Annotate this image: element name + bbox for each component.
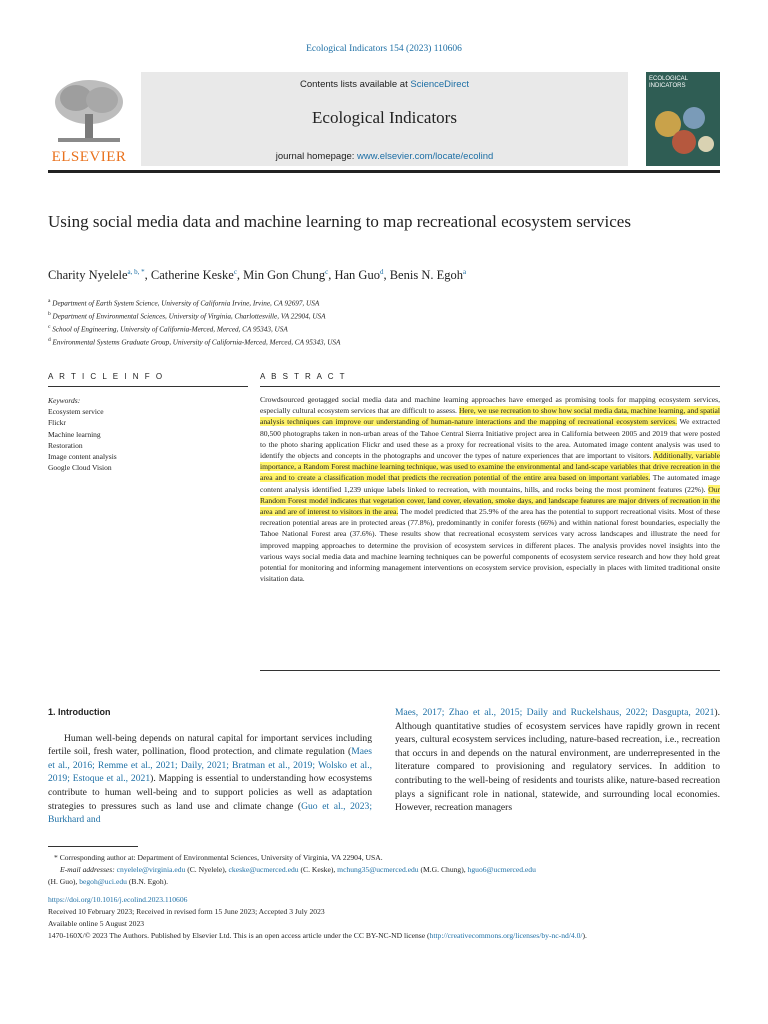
keyword: Flickr: [48, 418, 66, 428]
journal-reference[interactable]: Ecological Indicators 154 (2023) 110606: [306, 44, 462, 54]
doi-link[interactable]: https://doi.org/10.1016/j.ecolind.2023.110606: [48, 895, 188, 904]
intro-left-column: [48, 706, 372, 827]
abstract-rule: [260, 386, 720, 387]
email-label: E-mail addresses:: [60, 865, 115, 874]
email-link[interactable]: begoh@uci.edu: [79, 877, 127, 886]
affiliation-sup: b: [48, 310, 51, 317]
email-link[interactable]: hguo6@ucmerced.edu: [467, 865, 536, 874]
journal-cover-image: [646, 72, 720, 166]
article-info-rule: [48, 386, 248, 387]
article-info-heading: A R T I C L E I N F O: [48, 372, 165, 381]
author-list: Charity Nyelele$^{a, b, *}$, Catherine Keske$^c$, Min Gon Chung$^c$, Han Guo$^d$, Benis N. Egoh$^a$: [48, 268, 467, 283]
citation-link[interactable]: Guo et al., 2023; Burkhard and: [48, 800, 372, 826]
footnote-rule: [48, 846, 138, 847]
corresponding-author-note: * Corresponding author at: Department of Environmental Sciences, University of Virginia, VA 22904, USA.: [54, 853, 383, 862]
available-online: Available online 5 August 2023: [48, 919, 145, 928]
email-link[interactable]: cnyelele@virginia.edu: [116, 865, 186, 874]
affiliation-sup: c: [48, 323, 51, 330]
intro-text: ). Mapping is essential to understanding how ecosystems contribute to human well-being and to support policies as well as adaptation strategies to pressures such as land use and climate change (: [48, 773, 372, 812]
keywords-label: Keywords:: [48, 396, 81, 405]
abstract-segment: The model predicted that 25.9% of the area has the potential to support recreational visits. Most of these recreation potential areas are in protected areas (77.8%), predominantly in conifer forests (66%) and within national forest boundaries, especially the Tahoe National Forest area (37.6%). These results show that recreational ecosystem services vary across landscapes and illustrate the need for improved mapping approaches to determine the provision of ecosystem services in different places. The analysis provides novel insights into the various ways social media data and machine learning techniques can be powerful components of ecosystem service research and how they hold great potential for monitoring and informing management interventions on ecosystem service provision, especially in places with limited traditional onsite visitation data.: [260, 507, 720, 584]
email-link[interactable]: mchung35@ucmerced.edu: [337, 865, 419, 874]
license-line: [48, 930, 720, 942]
affiliation: [48, 296, 340, 309]
contents-prefix: Contents lists available at: [300, 79, 408, 90]
publisher-name: ELSEVIER: [51, 149, 127, 165]
affiliation: [48, 309, 340, 322]
email-owner: (M.G. Chung),: [418, 865, 468, 874]
intro-text: ). Although quantitative studies of ecosystem services have rapidly grown in recent years, cultural ecosystem services including, nature-based recreation, i.e., recreation that occurs in and depends on the natural environment, are underrepresented in the literature compared to provisioning and regulatory services. In addition to contributing to the well-being of residents and tourists alike, nature-based recreation plays a significant role in national, statewide, and surrounding local economies. However, recreation managers: [395, 707, 720, 814]
intro-paragraph-cont: [395, 706, 720, 815]
email-owner: (H. Guo),: [48, 877, 80, 886]
author-affil-sup[interactable]: d: [379, 268, 384, 276]
license-text: ).: [582, 931, 587, 940]
article-title: Using social media data and machine learning to map recreational ecosystem services: [48, 212, 631, 231]
affiliation-text: Environmental Systems Graduate Group, University of California-Merced, Merced, CA 95343, USA: [52, 338, 341, 347]
elsevier-tree-icon: [48, 78, 130, 148]
intro-paragraph: [48, 732, 372, 827]
author-affil-sup[interactable]: c: [233, 268, 237, 276]
affiliation-sup: d: [48, 336, 51, 343]
affiliation-text: Department of Environmental Sciences, University of Virginia, Charlottesville, VA 22904, USA: [52, 312, 326, 321]
license-link[interactable]: http://creativecommons.org/licenses/by-nc-nd/4.0/: [429, 931, 583, 940]
keyword: Restoration: [48, 440, 83, 450]
footnotes: [48, 852, 720, 942]
author-affil-sup[interactable]: a, b, *: [127, 268, 145, 276]
author-name[interactable]: Min Gon Chung: [243, 268, 326, 283]
contents-line: [141, 79, 628, 90]
homepage-prefix: journal homepage:: [275, 151, 355, 162]
affiliation-text: School of Engineering, University of California-Merced, Merced, CA 95343, USA: [52, 325, 288, 334]
author-name[interactable]: Charity Nyelele: [48, 268, 128, 283]
journal-title: Ecological Indicators: [312, 108, 457, 127]
elsevier-logo: [48, 78, 130, 166]
email-link[interactable]: ckeske@ucmerced.edu: [228, 865, 299, 874]
abstract-segment: Crowdsourced geotagged social media data and machine learning approaches have emerged as promising tools for mapping ecosystem services, especially cultural ecosystem services that are difficult to assess.: [260, 395, 720, 416]
abstract-segment: The automated image content analysis identified 1,239 unique labels linked to recreation, with mountains, hills, and rocks being the most prominent features (22%).: [260, 473, 720, 494]
journal-homepage: [141, 151, 628, 162]
abstract-bottom-rule: [260, 670, 720, 671]
affiliation-sup: a: [48, 298, 51, 304]
sciencedirect-link[interactable]: ScienceDirect: [410, 79, 469, 90]
email-owner: (B.N. Egoh).: [126, 877, 169, 886]
author-affil-sup[interactable]: c: [325, 268, 329, 276]
abstract-text: [260, 394, 720, 584]
cover-artwork-icon: [646, 94, 720, 164]
affiliations: [48, 296, 340, 348]
affiliation-text: Department of Earth System Science, University of California Irvine, Irvine, CA 92697, USA: [52, 299, 320, 308]
abstract-heading: A B S T R A C T: [260, 372, 347, 381]
author-name[interactable]: Catherine Keske: [150, 268, 234, 283]
abstract-highlight[interactable]: Here, we use recreation to show how social media data, machine learning, and spatial analysis techniques can improve our understanding of human-nature interactions and the mapping of recreational ecosystem services.: [260, 406, 720, 427]
affiliation: [48, 335, 340, 348]
homepage-link[interactable]: www.elsevier.com/locate/ecolind: [357, 151, 494, 162]
affiliation: [48, 322, 340, 335]
author-affil-sup[interactable]: a: [462, 268, 467, 276]
cover-title: ECOLOGICAL INDICATORS: [649, 76, 688, 89]
keywords-block: [48, 395, 117, 473]
email-owner: (C. Nyelele),: [185, 865, 229, 874]
intro-text: Human well-being depends on natural capital for important services including fertile soil, fresh water, pollination, flood protection, and climate regulation (: [48, 732, 372, 758]
keyword: Ecosystem service: [48, 407, 104, 417]
email-addresses-cont: [48, 876, 720, 888]
intro-right-column: [395, 706, 720, 815]
keyword: Google Cloud Vision: [48, 463, 112, 473]
citation-link[interactable]: Maes, 2017; Zhao et al., 2015; Daily and Ruckelshaus, 2022; Dasgupta, 2021: [395, 707, 715, 718]
abstract-highlight[interactable]: Additionally, variable importance, a Random Forest machine learning technique, was used to examine the environmental and land-scape variables that drive recreation in the area and to create a classification model that predicts the recreation potential of the entire area based on important variables.: [260, 451, 720, 483]
email-owner: (C. Keske),: [298, 865, 338, 874]
keyword: Machine learning: [48, 429, 101, 439]
received-dates: Received 10 February 2023; Received in revised form 15 June 2023; Accepted 3 July 2023: [48, 907, 325, 916]
keyword: Image content analysis: [48, 452, 117, 462]
author-name[interactable]: Han Guo: [334, 268, 380, 283]
header-divider: [48, 170, 720, 173]
author-name[interactable]: Benis N. Egoh: [389, 268, 463, 283]
email-addresses: [48, 864, 720, 876]
section-heading: 1. Introduction: [48, 707, 111, 717]
license-text: 1470-160X/© 2023 The Authors. Published by Elsevier Ltd. This is an open access article under the CC BY-NC-ND license (: [48, 931, 430, 940]
abstract-segment: We extracted 80,500 photographs taken in non-urban areas of the Tahoe Central Sierra Initiative project area in California between 2005 and 2019 that were posted to the photo sharing application Flickr and used these as a proxy for recreational visits to the area. Automated image content analysis was used to identify the objects and concepts in the photographs and uncover the types of nature experiences that are important to visitors.: [260, 417, 720, 461]
citation-link[interactable]: Maes et al., 2016; Remme et al., 2021; Daily, 2021; Bratman et al., 2019; Wolsko et al., 2019; Estoque et al., 2021: [48, 746, 372, 785]
abstract-highlight[interactable]: Our Random Forest model indicates that vegetation cover, land cover, elevation, smoke days, and landscape features are major drivers of recreation in the area and are of interest to visitors in the area.: [260, 484, 720, 517]
